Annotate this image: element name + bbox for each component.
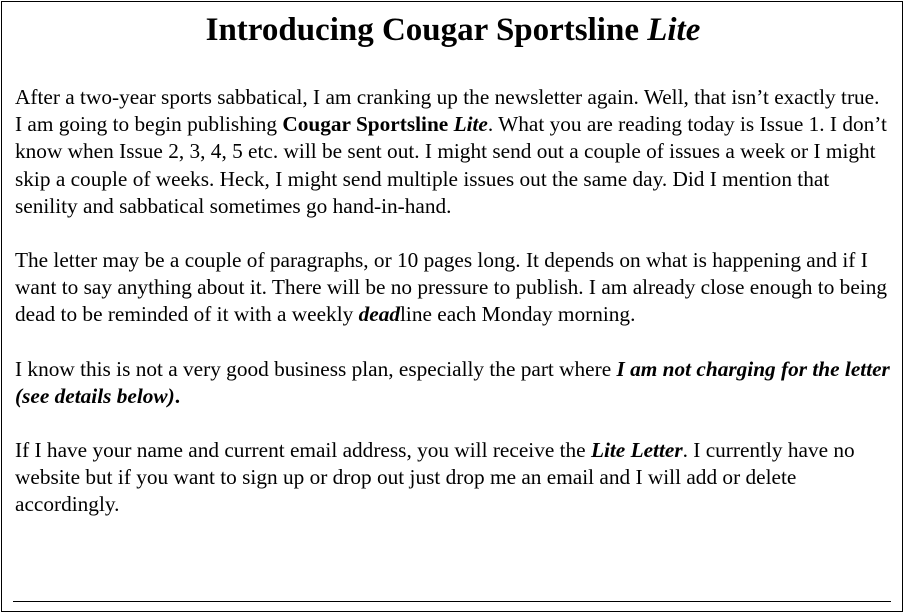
page-title xyxy=(15,8,891,52)
p3-text-b: . xyxy=(174,383,181,408)
p4-text-b: . I currently have no website but if you want to sign up or drop out just drop me an email and I will add or delete accordingly. xyxy=(15,438,855,517)
p1-bold: Cougar Sportsline xyxy=(282,112,454,137)
title-main: Introducing Cougar Sportsline xyxy=(205,12,648,48)
newsletter-document xyxy=(15,8,891,519)
p3-text-a: I know this is not a very good business plan, especially the part where xyxy=(15,356,617,381)
p4-bold-italic: Lite Letter xyxy=(590,438,683,463)
p3-bold-italic: I am not charging for the letter (see details below) xyxy=(15,356,890,408)
paragraph-business-plan xyxy=(15,356,891,410)
paragraph-intro xyxy=(15,84,891,220)
p1-bold-italic: Lite xyxy=(453,112,488,137)
paragraph-signup xyxy=(15,437,891,519)
title-italic: Lite xyxy=(647,12,701,48)
p4-text-a: If I have your name and current email address, you will receive the xyxy=(15,438,591,463)
p1-text-b: . What you are reading today is Issue 1. I don’t know when Issue 2, 3, 4, 5 etc. will be sent out. I might send out a couple of issues a week or I might skip a couple of weeks. Heck, I might send multiple issues out the same day. Did I mention that senility and sabbatical sometimes go hand-in-hand. xyxy=(15,112,887,218)
p2-text-b: line each Monday morning. xyxy=(400,302,636,327)
p2-text-a: The letter may be a couple of paragraphs, or 10 pages long. It depends on what is happening and if I want to say anything about it. There will be no pressure to publish. I am already close enough to being dead to be reminded of it with a weekly xyxy=(15,248,887,327)
paragraph-length xyxy=(15,247,891,329)
bottom-divider xyxy=(13,601,891,602)
p2-bold-italic: dead xyxy=(358,302,401,327)
p1-text-a: After a two-year sports sabbatical, I am cranking up the newsletter again. Well, that isn’t exactly true. I am going to begin publishing xyxy=(15,85,880,137)
